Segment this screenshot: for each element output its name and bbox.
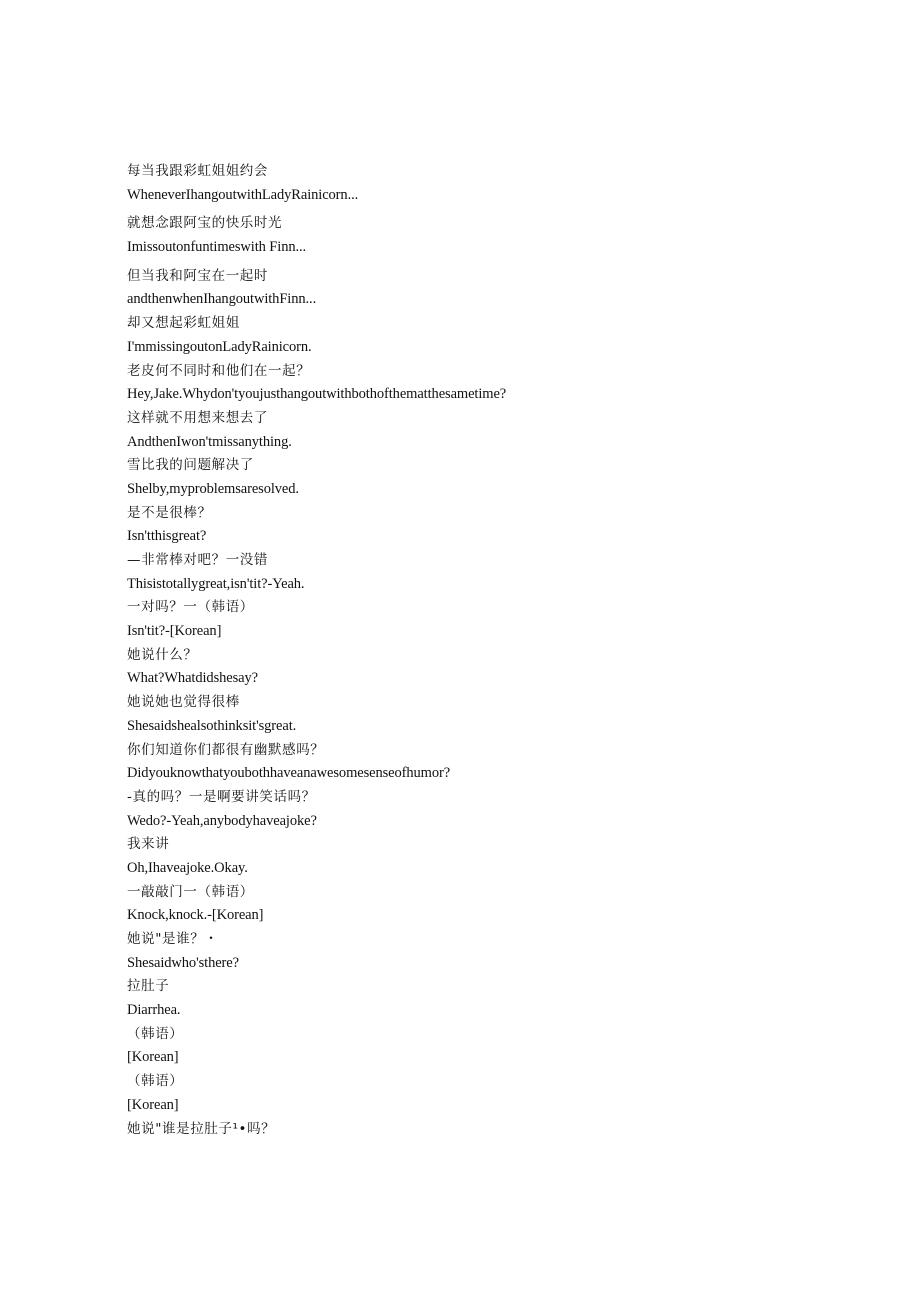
chinese-line: 却又想起彩虹姐姐 (127, 315, 240, 332)
chinese-line: 你们知道你们都很有幽默感吗？ (127, 741, 325, 758)
subtitle-pair (127, 212, 827, 259)
chinese-line: 拉肚子 (127, 978, 170, 995)
chinese-line: 她说"是谁？・ (127, 931, 219, 947)
english-line: Hey,Jake.Whydon'tyoujusthangoutwithbothofthematthesametime? (127, 386, 507, 403)
english-line: Thisistotallygreat,isn'tit?-Yeah. (127, 575, 305, 592)
subtitle-pair (127, 739, 827, 786)
subtitle-pair (127, 928, 827, 975)
subtitle-pair (127, 786, 827, 833)
chinese-line: 一敲敲门一（韩语） (127, 883, 254, 900)
english-line: WheneverIhangoutwithLadyRainicorn... (127, 186, 359, 203)
chinese-line: -真的吗？一是啊要讲笑话吗？ (127, 788, 316, 805)
english-line: Knock,knock.-[Korean] (127, 907, 264, 924)
chinese-line: 是不是很棒？ (127, 504, 212, 521)
subtitle-pair (127, 1023, 827, 1070)
subtitle-pair (127, 975, 827, 1022)
chinese-line: 老皮何不同时和他们在一起？ (127, 362, 311, 379)
subtitle-pair (127, 265, 827, 312)
chinese-line: 但当我和阿宝在一起时 (127, 267, 268, 284)
english-line: [Korean] (127, 1049, 179, 1066)
subtitle-transcript (127, 160, 827, 1141)
chinese-line: 她说她也觉得很棒 (127, 694, 240, 711)
chinese-line: —非常棒对吧？一没错 (127, 552, 268, 568)
subtitle-pair (127, 549, 827, 596)
subtitle-pair (127, 596, 827, 643)
chinese-line: 一对吗？一（韩语） (127, 599, 254, 616)
english-line: I'mmissingoutonLadyRainicorn. (127, 338, 312, 355)
english-line: Shesaidwho'sthere? (127, 954, 239, 971)
subtitle-pair (127, 881, 827, 928)
subtitle-pair (127, 360, 827, 407)
subtitle-pair (127, 1070, 827, 1117)
english-line: AndthenIwon'tmissanything. (127, 433, 292, 450)
chinese-line: 这样就不用想来想去了 (127, 409, 268, 426)
chinese-line: 就想念跟阿宝的快乐时光 (127, 215, 283, 232)
chinese-line: （韩语） (127, 1073, 184, 1090)
english-line: Wedo?-Yeah,anybodyhaveajoke? (127, 812, 317, 829)
english-line: Shelby,myproblemsaresolved. (127, 480, 299, 497)
subtitle-pair (127, 454, 827, 501)
subtitle-pair (127, 407, 827, 454)
subtitle-pair (127, 502, 827, 549)
chinese-line: 雪比我的问题解决了 (127, 457, 254, 474)
chinese-line: 她说什么？ (127, 646, 198, 663)
english-line: What?Whatdidshesay? (127, 670, 258, 687)
subtitle-pair (127, 691, 827, 738)
english-line: Oh,Ihaveajoke.Okay. (127, 859, 248, 876)
subtitle-pair (127, 644, 827, 691)
chinese-line-last: 她说"谁是拉肚子¹•吗？ (127, 1120, 276, 1137)
subtitle-pair (127, 312, 827, 359)
english-line: andthenwhenIhangoutwithFinn... (127, 291, 317, 308)
english-line: Isn'tthisgreat? (127, 528, 207, 545)
subtitle-pair (127, 160, 827, 207)
english-line: Isn'tit?-[Korean] (127, 623, 222, 640)
english-line: Diarrhea. (127, 1002, 181, 1019)
chinese-line: 每当我跟彩虹姐姐约会 (127, 163, 268, 179)
chinese-line: 我来讲 (127, 836, 170, 853)
subtitle-pair (127, 833, 827, 880)
chinese-line: （韩语） (127, 1025, 184, 1042)
english-line: Imissoutonfuntimeswith Finn... (127, 239, 307, 256)
english-line: Didyouknowthatyoubothhaveanawesomesenseofhumor? (127, 765, 451, 782)
english-line: [Korean] (127, 1096, 179, 1113)
english-line: Shesaidshealsothinksit'sgreat. (127, 717, 297, 734)
